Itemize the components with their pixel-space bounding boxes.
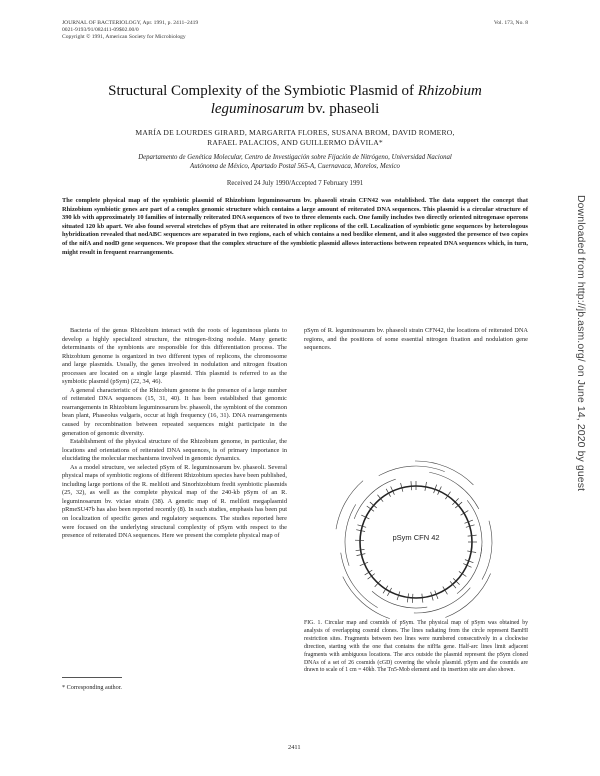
paragraph: Bacteria of the genus Rhizobium interact with the roots of leguminous plants to develop a highly specialized structure, the nitrogen-fixing nodule. Many genetic determinants of the symbionts are responsible for this differentiation process. The Rhizobium genome is organized in two different types of replicons, the chromosome and large plasmids. Usually, the genes involved in nodulation and nitrogen fixation processes are located on a single large plasmid. This plasmid is referred to as the symbiotic plasmid (pSym) (22, 34, 46). bbox=[62, 327, 287, 386]
download-watermark: Downloaded from http://jb.asm.org/ on June 14, 2020 by guest bbox=[575, 195, 587, 492]
received-dates: Received 24 July 1990/Accepted 7 February 1991 bbox=[226, 180, 364, 187]
cosmid-arc bbox=[336, 481, 363, 530]
paragraph: Establishment of the physical structure of the Rhizobium genome, in particular, the locations and orientations of reiterated DNA sequences, is of primary importance in elucidating the molecular mechanisms involved in genomic dynamics. bbox=[62, 438, 287, 463]
cosmid-arc bbox=[415, 461, 473, 485]
plasmid-label: pSym CFN 42 bbox=[392, 533, 440, 542]
figure-caption: FIG. 1. Circular map and cosmids of pSym. The physical map of pSym was obtained by analysis of overlapping cosmid clones. The lines radiating from the circle represent BamHI restriction sites. Fragments between two lines were numbered consecutively in a clockwise direction, starting with the one that contains the nifHa gene. Half-arc lines limit adjacent fragments with ambiguous locations. The arcs outside the plasmid represent the pSym cloned DNAs of a set of 26 cosmids (cGD) covering the whole plasmid. pSym and the cosmids are drawn to scale of 1 cm = 40kb. The Tn5-Mob element and its insertion site are also shown. bbox=[304, 620, 528, 674]
affiliation-line2: Autónoma de México, Apartado Postal 565-A, Cuernavaca, Morelos, Mexico bbox=[190, 163, 400, 170]
paragraph: pSym of R. leguminosarum bv. phaseoli strain CFN42, the locations of reiterated DNA regions, and the positions of some essential nitrogen fixation and nodulation gene sequences. bbox=[304, 327, 528, 352]
cosmid-arc bbox=[372, 591, 427, 608]
journal-header bbox=[62, 20, 198, 41]
journal-code: 0021-9193/91/082411-09$02.00/0 bbox=[62, 27, 139, 33]
cosmid-arc bbox=[482, 521, 492, 580]
title-part1: Structural Complexity of the Symbiotic Plasmid of bbox=[108, 83, 418, 99]
cosmid-arc bbox=[457, 545, 482, 593]
page-number: 2411 bbox=[288, 744, 301, 751]
affiliation-line1: Departamento de Genética Molecular, Centro de Investigación sobre Fijación de Nitrógeno, Universidad Nacional bbox=[138, 154, 452, 161]
cosmid-arc bbox=[343, 577, 390, 619]
plasmid-map-figure bbox=[316, 452, 516, 632]
plasmid-circle bbox=[360, 486, 472, 598]
title-species: leguminosarum bbox=[210, 101, 305, 117]
authors-line1: MARÍA DE LOURDES GIRARD, MARGARITA FLORES, SUSANA BROM, DAVID ROMERO, bbox=[135, 128, 455, 137]
restriction-site-tick bbox=[411, 481, 412, 490]
footnote-divider bbox=[62, 677, 122, 678]
paragraph: As a model structure, we selected pSym of R. leguminosarum bv. phaseoli. Several physical maps of symbiotic regions of different Rhizobium species have been published, including large portions of the R. meliloti and Sinorhizobium fredii symbiotic plasmids (25, 32), as well as the complete physical map of the 240-kb pSym of an R. leguminosarum bv. viciae strain (38). A genetic map of R. meliloti megaplasmid pRmeSU47b has also been reported recently (8). In such studies, emphasis has been put on localization of specific genes and regulatory sequences. The studies reported here were focused on the underlying structural complexity of pSym with respect to the presence of reiterated DNA sequences. Here we present the complete physical map of bbox=[62, 463, 287, 540]
body-column-left bbox=[62, 327, 287, 541]
cosmid-arc bbox=[345, 504, 356, 565]
journal-copyright: Copyright © 1991, American Society for Microbiology bbox=[62, 34, 186, 40]
title-genus: Rhizobium bbox=[417, 83, 482, 99]
cosmid-arc bbox=[354, 479, 396, 519]
paragraph: A general characteristic of the Rhizobium genome is the presence of a large number of reiterated DNA sequences (15, 31, 40). It has been established that genomic rearrangements in Rhizobium leguminosarum bv. phaseoli, the symbiont of the common bean plant, Phaseolus vulgaris, occur at high frequency (16, 31). DNA rearrangements caused by recombination between repeated sequences might participate in the generation of genomic diversity. bbox=[62, 386, 287, 437]
cosmid-arc bbox=[445, 574, 490, 618]
restriction-site-tick bbox=[412, 594, 413, 603]
authors-line2: RAFAEL PALACIOS, AND GUILLERMO DÁVILA* bbox=[207, 138, 383, 147]
title-part2: bv. phaseoli bbox=[304, 101, 380, 117]
journal-citation: JOURNAL OF BACTERIOLOGY, Apr. 1991, p. 2411–2419 bbox=[62, 20, 199, 26]
cosmid-arc bbox=[467, 500, 482, 556]
affiliation bbox=[60, 153, 530, 171]
abstract: The complete physical map of the symbiotic plasmid of Rhizobium leguminosarum bv. phaseoli strain CFN42 was established. The data support the concept that Rhizobium symbiotic genes are part of a complex genomic structure which contains a large amount of reiterated DNA sequences. This plasmid is a circular structure of 390 kb with approximately 10 families of internally reiterated DNA sequences of two to three elements each. One family includes two directly oriented nitrogenase operons situated 120 kb apart. We also found several stretches of pSym that are reiterated in other replicons of the cell. Localization of symbiotic gene sequences by heterologous hybridization revealed that nodABC sequences are separated in two regions, each of which contains a nod boxlike element, and it also suggested the presence of two copies of the nifA and nodD gene sequences. We propose that the complex structure of the symbiotic plasmid allows interactions between repeated DNA sequences which, in turn, might result in frequent rearrangements. bbox=[62, 197, 528, 256]
cosmid-arc bbox=[379, 466, 445, 476]
volume-number: Vol. 173, No. 8 bbox=[493, 20, 528, 26]
footnote: * Corresponding author. bbox=[62, 684, 122, 691]
article-title bbox=[50, 82, 540, 118]
body-column-right bbox=[304, 327, 528, 353]
author-list bbox=[60, 128, 530, 148]
